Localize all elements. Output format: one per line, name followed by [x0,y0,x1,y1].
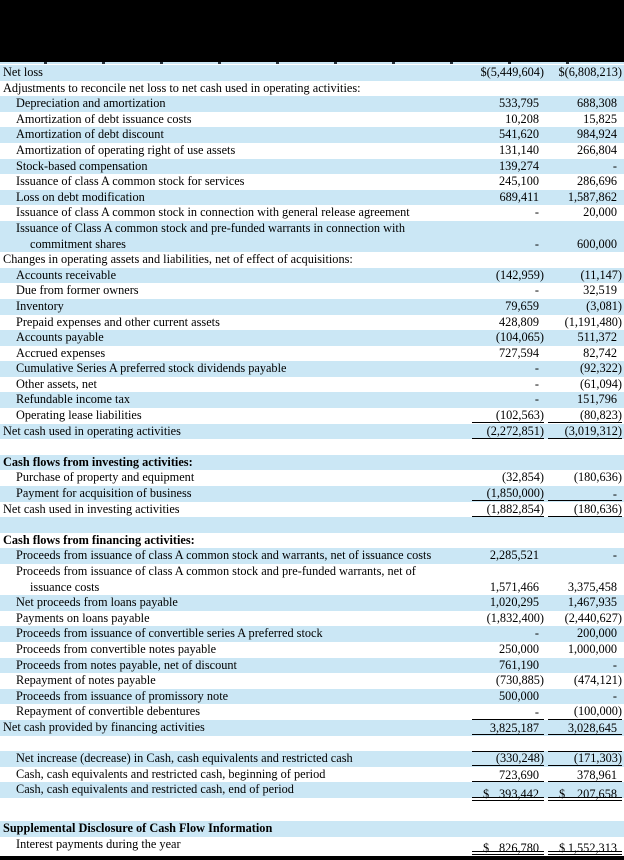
value-col2: 511,372 [577,330,617,345]
value-col2: (180,636) [573,470,622,485]
value-col2: (474,121) [573,673,622,688]
table-row [0,642,624,658]
value-col2: (11,147) [580,267,622,282]
table-row [0,564,624,595]
row-label: Payment for acquisition of business [16,486,192,501]
table-row [0,299,624,315]
section-header-row [0,533,624,549]
row-label: Changes in operating assets and liabilities, net of effect of acquisitions: [3,252,353,267]
table-row [0,81,624,97]
table-row [0,720,624,736]
value-col1: (1,882,854) [472,503,544,517]
row-label: Operating lease liabilities [16,408,142,423]
row-label: Net cash provided by financing activities [3,719,205,734]
table-row [0,330,624,346]
value-col1: (730,885) [495,673,544,688]
row-label: Other assets, net [16,376,97,391]
value-col1: - [534,205,539,220]
value-col1: - [472,706,544,719]
value-col1: 1,020,295 [489,595,539,610]
spacer-row [0,736,624,752]
row-label: Amortization of debt discount [16,127,164,142]
dollar-sign: $ [483,786,490,801]
value-col2: 266,804 [577,142,617,157]
value-col1: 541,620 [499,127,539,142]
table-row [0,486,624,502]
table-row [0,408,624,424]
cash-flow-table [0,65,624,855]
row-label: Depreciation and amortization [16,96,166,111]
table-row [0,658,624,674]
table-row [0,673,624,689]
value-col2: - [612,548,617,563]
row-label: Proceeds from issuance of class A common stock and pre-funded warrants, net of issuance costs [16,564,416,594]
table-row [0,143,624,159]
value-col2: 688,308 [577,96,617,111]
table-row [0,595,624,611]
value-col1: 761,190 [499,657,539,672]
value-col2: 286,696 [577,174,617,189]
table-row [0,704,624,720]
value-col2: - [612,688,617,703]
row-label: Amortization of operating right of use assets [16,142,236,157]
row-label: Cumulative Series A preferred stock dividends payable [16,361,287,376]
value-col1: 500,000 [499,688,539,703]
value-col1: (1,832,400) [486,610,544,625]
row-label: Proceeds from issuance of promissory note [16,688,229,703]
value-col2: 378,961 [548,769,622,782]
value-col2: (1,191,480) [564,314,622,329]
table-row [0,112,624,128]
table-row [0,159,624,175]
value-col2: $ 1,552,313 [548,842,622,855]
row-label: Net increase (decrease) in Cash, cash equivalents and restricted cash [16,751,353,766]
dollar-sign: $ [559,840,566,855]
row-label: Cash flows from investing activities: [3,454,193,469]
row-label: Cash, cash equivalents and restricted cash, end of period [16,782,294,797]
value-col1: 131,140 [499,142,539,157]
row-label: Payments on loans payable [16,610,150,625]
value-col2: 82,742 [583,345,617,360]
value-col1: 533,795 [499,96,539,111]
value-col2: 15,825 [583,111,617,126]
table-row [0,96,624,112]
row-label: Accrued expenses [16,345,106,360]
value-col2: (80,823) [548,409,622,423]
table-row [0,611,624,627]
row-label: Inventory [16,298,64,313]
table-row [0,470,624,486]
row-label: Proceeds from issuance of class A common stock and warrants, net of issuance costs [16,548,432,563]
value-col2: 32,519 [583,283,617,298]
dollar-sign: $ [559,786,566,801]
value-col1: - [534,376,539,391]
table-row [0,767,624,783]
section-header-row [0,821,624,837]
value-col1: 727,594 [499,345,539,360]
value-col1: 245,100 [499,174,539,189]
table-row [0,252,624,268]
value-col1: - [534,392,539,407]
row-label: Amortization of debt issuance costs [16,111,192,126]
row-label: Proceeds from convertible notes payable [16,641,217,656]
value-col2: (3,019,312) [548,425,622,439]
value-col1: 10,208 [505,111,539,126]
row-label: Due from former owners [16,283,139,298]
section-header-row [0,455,624,471]
cash-flow-statement [0,62,624,856]
value-col1: (142,959) [495,267,544,282]
table-row [0,174,624,190]
value-col1: (330,248) [472,751,544,766]
row-label: Net loss [3,65,43,79]
value-col2: - [612,158,617,173]
row-label: Net cash used in investing activities [3,501,180,516]
spacer-row [0,798,624,821]
table-row [0,127,624,143]
value-col2: - [612,657,617,672]
table-row [0,283,624,299]
table-row [0,689,624,705]
table-row [0,346,624,362]
value-col2: 20,000 [583,205,617,220]
value-col2: (171,303) [548,751,622,766]
value-col2: 3,028,645 [548,722,622,735]
value-col2: 1,587,862 [567,189,617,204]
value-col1: (1,850,000) [472,487,544,501]
row-label: Net proceeds from loans payable [16,595,178,610]
value-col1: (2,272,851) [472,425,544,439]
value-col1: 250,000 [499,641,539,656]
value-col1: - [534,236,539,251]
value-col2: 151,796 [577,392,617,407]
row-label: Repayment of notes payable [16,673,156,688]
value-col1: - [534,283,539,298]
value-col1: 723,690 [472,769,544,782]
value-col1: (102,563) [472,409,544,423]
top-black-band [0,0,624,62]
value-col2: (2,440,627) [564,610,622,625]
value-col1: 2,285,521 [489,548,539,563]
row-label: Net cash used in operating activities [3,423,181,438]
row-label: Proceeds from issuance of convertible series A preferred stock [16,626,323,641]
table-row [0,837,624,853]
value-col1: $(5,449,604) [480,65,544,80]
value-col1: (32,854) [501,470,544,485]
value-col2: (100,000) [548,705,622,719]
value-col1: 3,825,187 [472,722,544,735]
value-col1: 139,274 [499,158,539,173]
row-label: Cash, cash equivalents and restricted cash, beginning of period [16,766,326,781]
table-row [0,315,624,331]
table-row [0,205,624,221]
dollar-sign: $ [483,840,490,855]
row-label: Proceeds from notes payable, net of discount [16,657,237,672]
value-col2: 600,000 [577,236,617,251]
row-label: Issuance of class A common stock for services [16,174,245,189]
row-label: Repayment of convertible debentures [16,704,201,719]
table-row [0,361,624,377]
value-col1: 79,659 [505,298,539,313]
value-col2: (3,081) [586,298,622,313]
value-col2: 984,924 [577,127,617,142]
value-col2: 1,467,935 [567,595,617,610]
table-row [0,424,624,440]
table-row [0,190,624,206]
table-row [0,392,624,408]
table-row [0,548,624,564]
value-col1: $ 393,442 [472,788,544,801]
value-col1: - [534,361,539,376]
row-label: Interest payments during the year [16,836,181,851]
table-row [0,751,624,767]
table-row [0,377,624,393]
value-col1: $ 826,780 [472,842,544,855]
value-col2: $(6,808,213) [558,65,622,80]
value-col1: 1,571,466 [489,579,539,594]
row-label: Cash flows from financing activities: [3,532,195,547]
value-col2: $ 207,658 [548,788,622,801]
spacer-row [0,439,624,455]
table-row [0,65,624,81]
value-col2: (92,322) [579,361,622,376]
table-row [0,502,624,518]
table-row [0,782,624,801]
row-label: Purchase of property and equipment [16,470,195,485]
value-col2: (61,094) [579,376,622,391]
spacer-row [0,517,624,533]
value-col2: 3,375,458 [567,579,617,594]
value-col2: 200,000 [577,626,617,641]
row-label: Loss on debt modification [16,189,145,204]
value-col2: - [548,488,622,501]
table-row [0,626,624,642]
row-label: Accounts payable [16,330,104,345]
row-label: Prepaid expenses and other current assets [16,314,220,329]
row-label: Accounts receivable [16,267,117,282]
value-col1: - [534,626,539,641]
row-label: Issuance of Class A common stock and pre-funded warrants in connection with commitment shares [16,220,405,251]
value-col1: 428,809 [499,314,539,329]
row-label: Issuance of class A common stock in connection with general release agreement [16,205,410,220]
table-row [0,268,624,284]
value-col1: 689,411 [499,189,539,204]
value-col1: (104,065) [495,330,544,345]
row-label: Supplemental Disclosure of Cash Flow Information [3,820,273,835]
value-col2: 1,000,000 [567,641,617,656]
table-row [0,221,624,252]
row-label: Stock-based compensation [16,158,148,173]
row-label: Adjustments to reconcile net loss to net cash used in operating activities: [3,80,361,95]
bottom-black-band [0,856,624,860]
value-col2: (180,636) [548,503,622,517]
row-label: Refundable income tax [16,392,131,407]
